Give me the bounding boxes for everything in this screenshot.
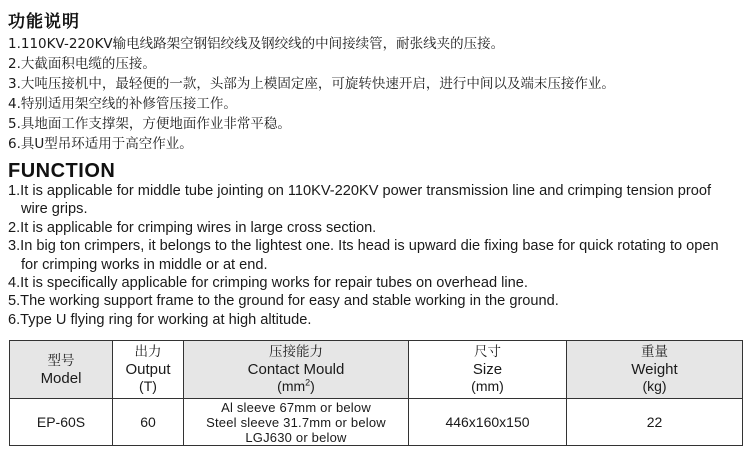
en-function-list [8,182,744,329]
header-output: 出力 Output (T) [113,341,184,399]
cell-weight: 22 [567,399,743,446]
cell-contact-mould: Al sleeve 67mm or below Steel sleeve 31.7mm or below LGJ630 or below [184,399,409,446]
cn-function-list [8,34,615,154]
cn-section-title: 功能说明 [8,12,80,32]
cn-function-item: 3.大吨压接机中，最轻便的一款，头部为上模固定座，可旋转快速开启，进行中间以及端末压接作业。 [8,76,615,92]
cn-function-item: 6.具U型吊环适用于高空作业。 [8,136,193,152]
mould-unit: $(mm^2)$ [277,377,315,394]
spec-table-header-row [10,341,743,399]
cell-model: EP-60S [10,399,113,446]
cn-function-item: 5.具地面工作支撑架，方便地面作业非常平稳。 [8,116,291,132]
table-row [10,399,743,446]
en-section-title: FUNCTION [8,160,116,182]
en-function-item [8,274,744,292]
en-function-item [8,292,744,310]
en-function-line: 5.The working support frame to the ground for easy and stable working in the ground. [8,293,559,310]
header-size: 尺寸 Size (mm) [409,341,567,399]
en-function-item [8,182,744,219]
spec-table [9,340,743,446]
cn-function-item: 1.110KV-220KV输电线路架空钢铝绞线及钢绞线的中间接续管，耐张线夹的压接。 [8,36,505,52]
en-function-line: 3.In big ton crimpers, it belongs to the lightest one. Its head is upward die fixing base for quick rotating to open [8,238,719,255]
header-model: 型号 Model [10,341,113,399]
cell-size: 446x160x150 [409,399,567,446]
cn-function-item: 4.特别适用架空线的补修管压接工作。 [8,96,237,112]
en-function-item [8,237,744,274]
header-weight: 重量 Weight (kg) [567,341,743,399]
en-function-continuation: wire grips. [21,201,88,218]
en-function-item [8,219,744,237]
en-function-item [8,311,744,329]
header-contact-mould: 压接能力 Contact Mould $(mm^2)$ [184,341,409,399]
cell-output: 60 [113,399,184,446]
en-function-line: 4.It is specifically applicable for crimping works for repair tubes on overhead line. [8,275,528,292]
en-function-continuation: for crimping works in middle or at end. [21,256,268,273]
en-function-line: 6.Type U flying ring for working at high altitude. [8,311,312,328]
cn-function-item: 2.大截面积电缆的压接。 [8,56,156,72]
en-function-line: 1.It is applicable for middle tube jointing on 110KV-220KV power transmission line and crimping tension proof [8,183,712,199]
en-function-line: 2.It is applicable for crimping wires in large cross section. [8,219,377,236]
